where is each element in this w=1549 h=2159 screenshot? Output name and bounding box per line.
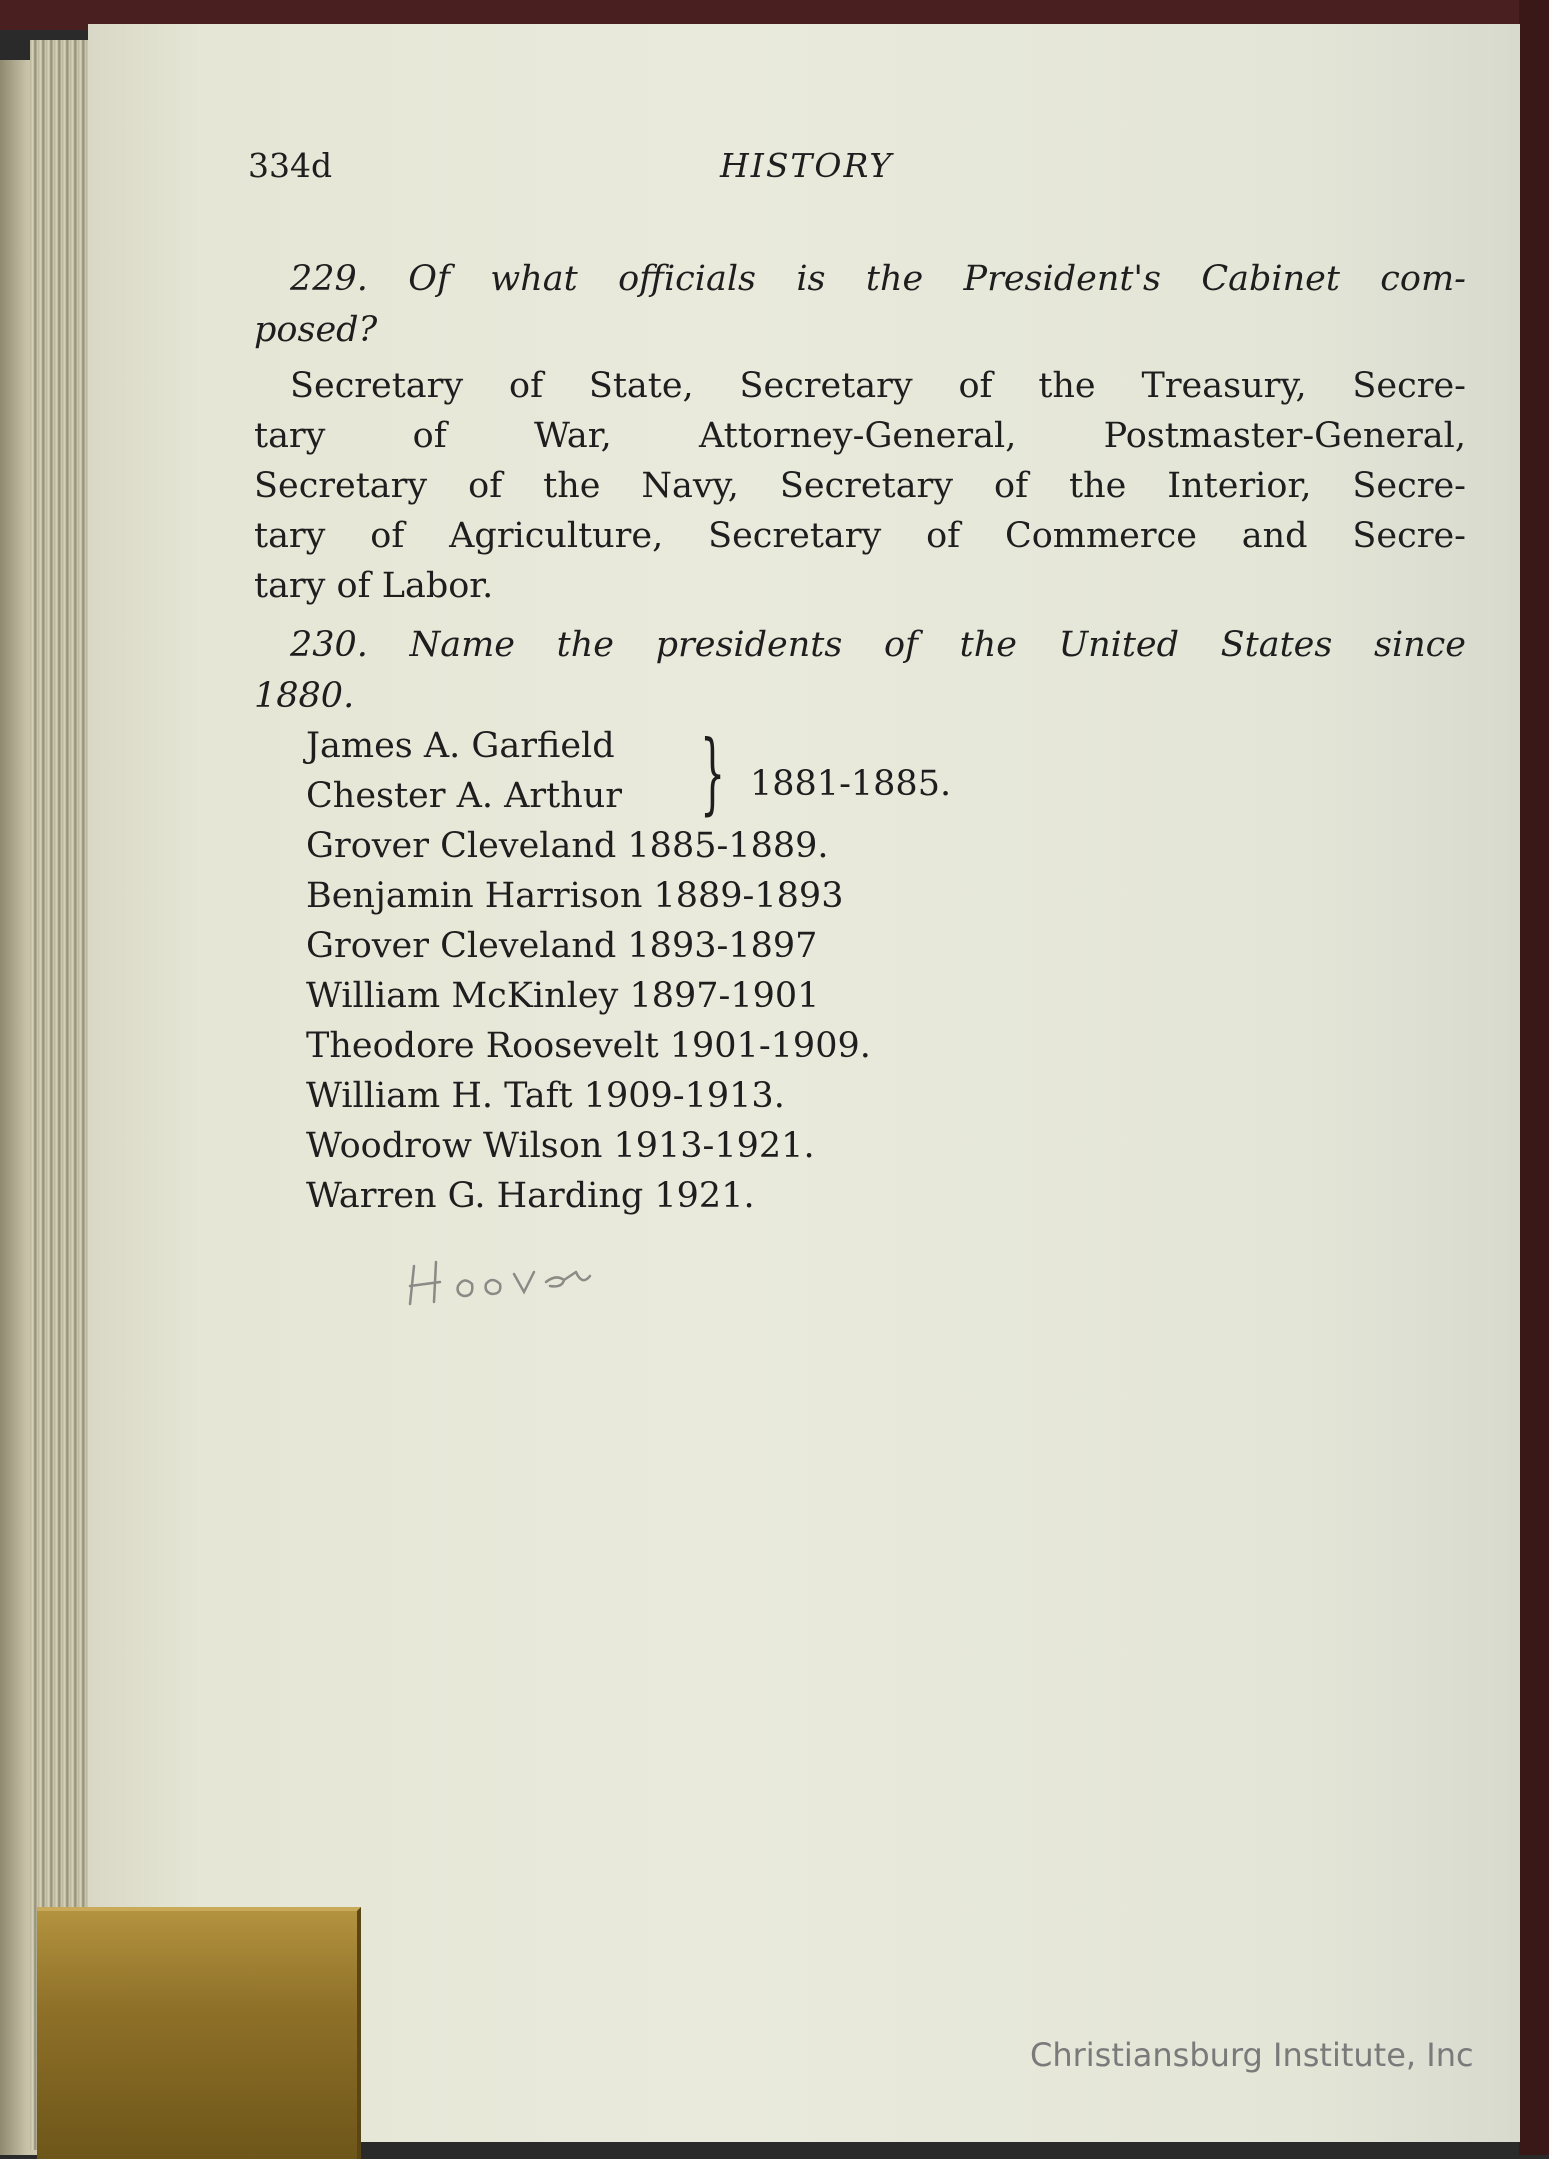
- answer-229-line-1: Secretary of State, Secretary of the Treasury, Secre-: [290, 366, 1466, 406]
- running-title: HISTORY: [720, 146, 894, 185]
- book-right-edge: [1519, 0, 1549, 2155]
- brace-glyph: }: [700, 721, 726, 824]
- answer-229-line-2: tary of War, Attorney-General, Postmaster-General,: [254, 416, 1466, 456]
- question-230: [254, 620, 1466, 722]
- president-row: Woodrow Wilson 1913-1921.: [306, 1126, 815, 1166]
- question-229-line-2: posed?: [254, 310, 378, 350]
- metal-clip: [37, 1907, 361, 2159]
- president-row: James A. Garfield: [306, 726, 615, 766]
- question-230-line-1: 230. Name the presidents of the United States since: [290, 625, 1466, 665]
- question-229: [254, 254, 1466, 356]
- question-229-line-1: 229. Of what officials is the President's Cabinet com-: [290, 259, 1466, 299]
- book-page: [88, 24, 1520, 2142]
- pair-date-range: 1881-1885.: [750, 764, 952, 804]
- question-230-line-2: 1880.: [254, 676, 355, 716]
- stacked-pages: [30, 40, 90, 2150]
- president-row: Grover Cleveland 1885-1889.: [306, 826, 829, 866]
- handwritten-pencil-note: [406, 1256, 706, 1316]
- page-number: 334d: [248, 146, 333, 185]
- watermark: Christiansburg Institute, Inc: [1030, 2036, 1474, 2074]
- answer-229-line-3: Secretary of the Navy, Secretary of the Interior, Secre-: [254, 466, 1466, 506]
- answer-229-line-4: tary of Agriculture, Secretary of Commerce and Secre-: [254, 516, 1466, 556]
- answer-229-line-5: tary of Labor.: [254, 566, 494, 606]
- president-row: Grover Cleveland 1893-1897: [306, 926, 818, 966]
- answer-229: [254, 361, 1466, 611]
- president-row: William H. Taft 1909-1913.: [306, 1076, 785, 1116]
- president-row: Theodore Roosevelt 1901-1909.: [306, 1026, 871, 1066]
- president-row: Warren G. Harding 1921.: [306, 1176, 755, 1216]
- president-row: William McKinley 1897-1901: [306, 976, 820, 1016]
- president-row: Chester A. Arthur: [306, 776, 623, 816]
- president-row: Benjamin Harrison 1889-1893: [306, 876, 844, 916]
